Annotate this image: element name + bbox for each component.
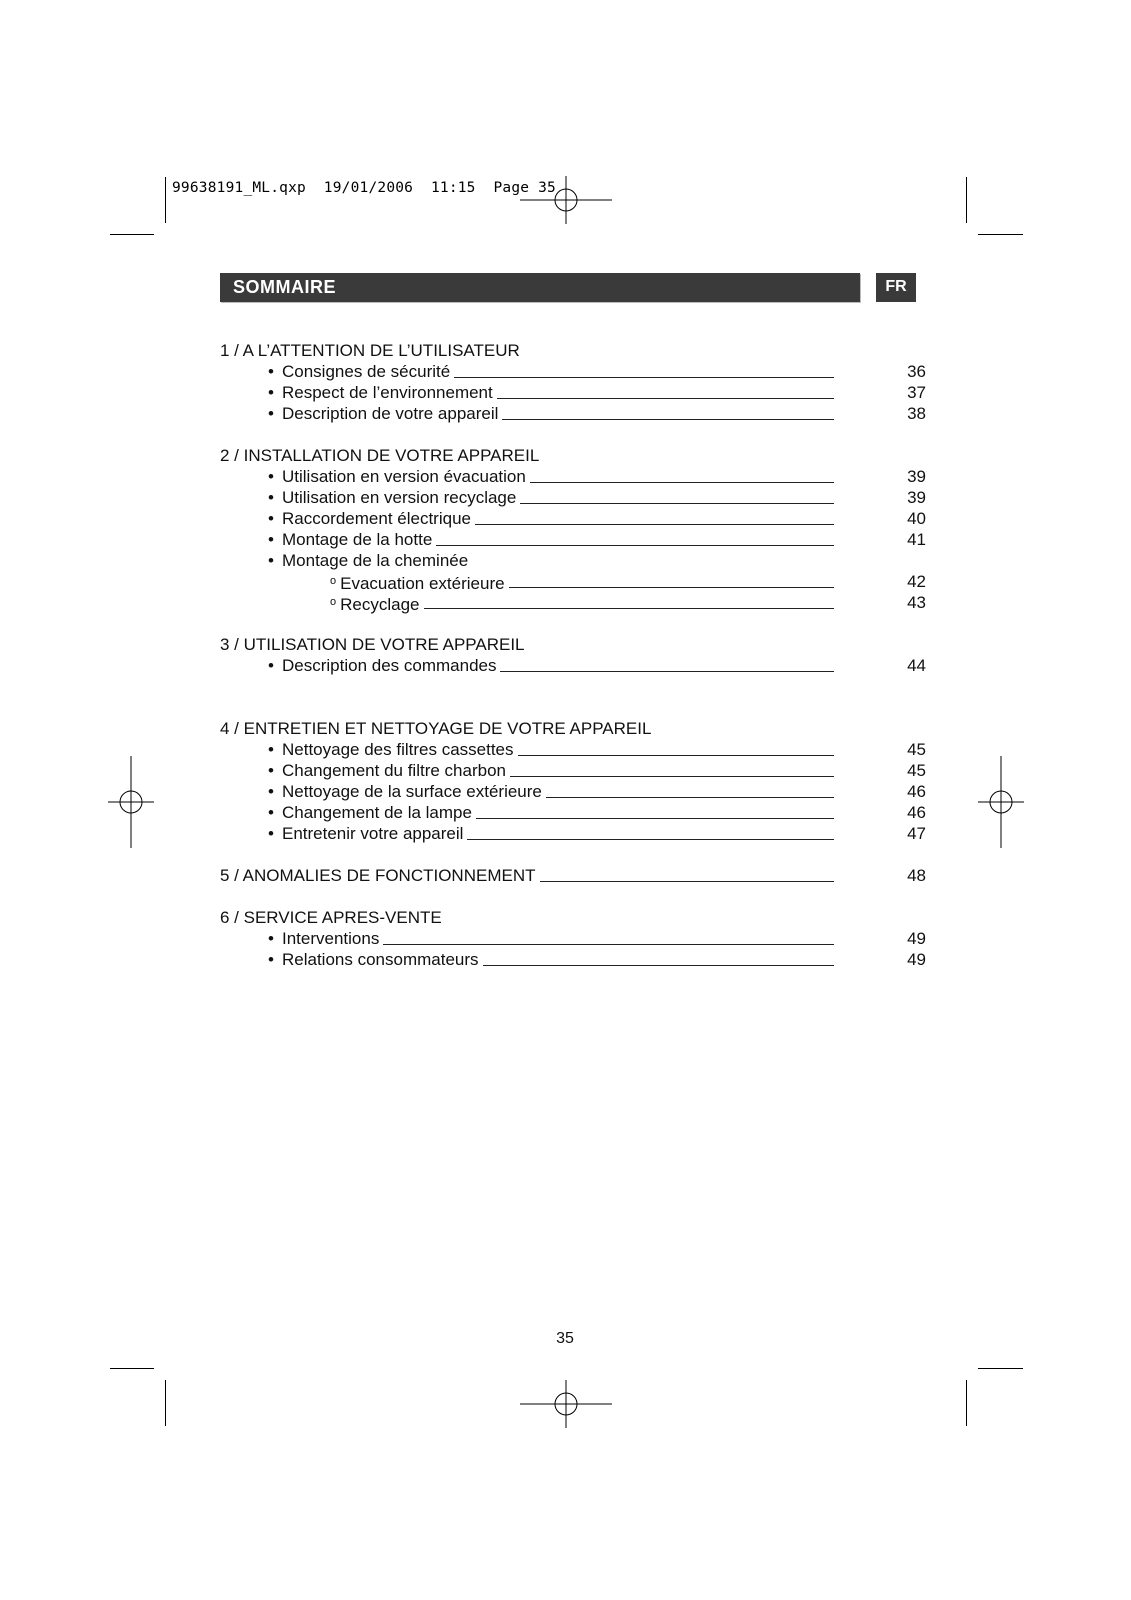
toc-entry-label: Utilisation en version recyclage bbox=[282, 488, 517, 507]
toc-entry bbox=[220, 487, 926, 508]
bullet-icon: • bbox=[268, 467, 274, 486]
toc-page-number: 37 bbox=[907, 383, 926, 402]
leader-line bbox=[518, 739, 834, 756]
bullet-icon: • bbox=[268, 551, 274, 570]
toc-entry bbox=[220, 802, 926, 823]
toc-entry bbox=[220, 529, 926, 550]
toc-page-number: 43 bbox=[907, 593, 926, 612]
toc-section-title: 4 / ENTRETIEN ET NETTOYAGE DE VOTRE APPAREIL bbox=[220, 719, 652, 738]
toc-page-number: 48 bbox=[907, 866, 926, 885]
toc-page-number: 46 bbox=[907, 782, 926, 801]
crop-mark bbox=[966, 1380, 967, 1426]
crop-mark bbox=[978, 1368, 1023, 1369]
toc-entry-label: Consignes de sécurité bbox=[282, 362, 451, 381]
leader-line bbox=[424, 592, 835, 609]
toc-page-number: 40 bbox=[907, 509, 926, 528]
bullet-icon: • bbox=[268, 530, 274, 549]
leader-line bbox=[500, 655, 834, 672]
registration-mark-icon bbox=[520, 176, 612, 224]
toc-entry bbox=[220, 466, 926, 487]
toc-entry bbox=[220, 739, 926, 760]
toc-page-number: 46 bbox=[907, 803, 926, 822]
bullet-icon: • bbox=[268, 803, 274, 822]
bullet-icon: • bbox=[268, 782, 274, 801]
toc-entry bbox=[220, 571, 926, 593]
toc-entry-label: Relations consommateurs bbox=[282, 950, 479, 969]
leader-line bbox=[497, 382, 834, 399]
print-slug: 99638191_ML.qxp 19/01/2006 11:15 Page 35 bbox=[172, 180, 556, 196]
toc-entry-label: Changement de la lampe bbox=[282, 803, 472, 822]
leader-line bbox=[436, 529, 834, 546]
toc-entry bbox=[220, 823, 926, 844]
crop-mark bbox=[966, 177, 967, 223]
toc-entry bbox=[220, 382, 926, 403]
toc-section-title: 3 / UTILISATION DE VOTRE APPAREIL bbox=[220, 635, 525, 654]
toc-section bbox=[220, 718, 926, 844]
leader-line bbox=[530, 466, 834, 483]
toc-page-number: 38 bbox=[907, 404, 926, 423]
language-badge: FR bbox=[876, 273, 916, 302]
toc-page-number: 45 bbox=[907, 740, 926, 759]
crop-mark bbox=[165, 177, 166, 223]
crop-mark bbox=[110, 1368, 154, 1369]
toc-entry-label: Utilisation en version évacuation bbox=[282, 467, 526, 486]
bullet-icon: • bbox=[268, 404, 274, 423]
toc-page-number: 36 bbox=[907, 362, 926, 381]
toc-entry bbox=[220, 760, 926, 781]
leader-line bbox=[483, 949, 834, 966]
toc-page-number: 47 bbox=[907, 824, 926, 843]
toc-entry-label: Interventions bbox=[282, 929, 380, 948]
toc-section-title: 1 / A L’ATTENTION DE L’UTILISATEUR bbox=[220, 341, 520, 360]
leader-line bbox=[546, 781, 834, 798]
bullet-icon: • bbox=[268, 656, 274, 675]
bullet-icon: • bbox=[268, 824, 274, 843]
toc-entry-label: Nettoyage des filtres cassettes bbox=[282, 740, 514, 759]
sub-bullet-icon: o bbox=[330, 596, 337, 608]
toc-section bbox=[220, 445, 926, 614]
leader-line bbox=[509, 571, 834, 588]
bullet-icon: • bbox=[268, 761, 274, 780]
toc-page-number: 41 bbox=[907, 530, 926, 549]
toc-entry bbox=[220, 550, 910, 571]
toc-entry bbox=[220, 655, 926, 676]
toc-page-number: 49 bbox=[907, 950, 926, 969]
leader-line bbox=[520, 487, 834, 504]
toc-page-number: 39 bbox=[907, 488, 926, 507]
leader-line bbox=[383, 928, 834, 945]
toc-section bbox=[220, 865, 926, 886]
toc-entry-label: Changement du filtre charbon bbox=[282, 761, 506, 780]
registration-mark-icon bbox=[978, 756, 1024, 848]
toc-section bbox=[220, 340, 926, 424]
bullet-icon: • bbox=[268, 740, 274, 759]
toc-entry-label: Evacuation extérieure bbox=[340, 574, 505, 593]
leader-line bbox=[454, 361, 834, 378]
header-bar bbox=[220, 273, 860, 302]
bullet-icon: • bbox=[268, 383, 274, 402]
toc-entry bbox=[220, 403, 926, 424]
toc-entry-label: Description de votre appareil bbox=[282, 404, 499, 423]
registration-mark-icon bbox=[520, 1380, 612, 1428]
toc-entry bbox=[220, 592, 926, 614]
toc-entry-label: Recyclage bbox=[340, 595, 420, 614]
toc-section-title: 2 / INSTALLATION DE VOTRE APPAREIL bbox=[220, 446, 540, 465]
toc-section-label: 5 / ANOMALIES DE FONCTIONNEMENT bbox=[220, 866, 536, 885]
toc-entry-label: Raccordement électrique bbox=[282, 509, 471, 528]
toc-section-title bbox=[220, 865, 926, 886]
toc-entry bbox=[220, 949, 926, 970]
crop-mark bbox=[165, 1380, 166, 1426]
leader-line bbox=[510, 760, 834, 777]
leader-line bbox=[476, 802, 834, 819]
leader-line bbox=[502, 403, 834, 420]
leader-line bbox=[540, 865, 835, 882]
toc-section bbox=[220, 907, 926, 970]
toc-page-number: 49 bbox=[907, 929, 926, 948]
toc-entry-label: Montage de la hotte bbox=[282, 530, 433, 549]
bullet-icon: • bbox=[268, 509, 274, 528]
table-of-contents bbox=[220, 340, 926, 991]
bullet-icon: • bbox=[268, 362, 274, 381]
page-number: 35 bbox=[556, 1330, 574, 1347]
toc-entry-label: Respect de l’environnement bbox=[282, 383, 493, 402]
toc-entry bbox=[220, 781, 926, 802]
leader-line bbox=[467, 823, 834, 840]
toc-entry bbox=[220, 361, 926, 382]
toc-entry-label: Montage de la cheminée bbox=[282, 551, 469, 570]
crop-mark bbox=[978, 234, 1023, 235]
toc-entry bbox=[220, 508, 926, 529]
toc-section bbox=[220, 634, 926, 676]
toc-entry-label: Nettoyage de la surface extérieure bbox=[282, 782, 542, 801]
toc-entry bbox=[220, 928, 926, 949]
bullet-icon: • bbox=[268, 488, 274, 507]
registration-mark-icon bbox=[108, 756, 154, 848]
leader-line bbox=[475, 508, 834, 525]
bullet-icon: • bbox=[268, 929, 274, 948]
toc-page-number: 39 bbox=[907, 467, 926, 486]
bullet-icon: • bbox=[268, 950, 274, 969]
toc-page-number: 44 bbox=[907, 656, 926, 675]
crop-mark bbox=[110, 234, 154, 235]
page-title: SOMMAIRE bbox=[233, 277, 336, 297]
toc-entry-label: Entretenir votre appareil bbox=[282, 824, 464, 843]
toc-section-title: 6 / SERVICE APRES-VENTE bbox=[220, 908, 442, 927]
sub-bullet-icon: o bbox=[330, 575, 337, 587]
toc-page-number: 45 bbox=[907, 761, 926, 780]
toc-page-number: 42 bbox=[907, 572, 926, 591]
toc-entry-label: Description des commandes bbox=[282, 656, 497, 675]
